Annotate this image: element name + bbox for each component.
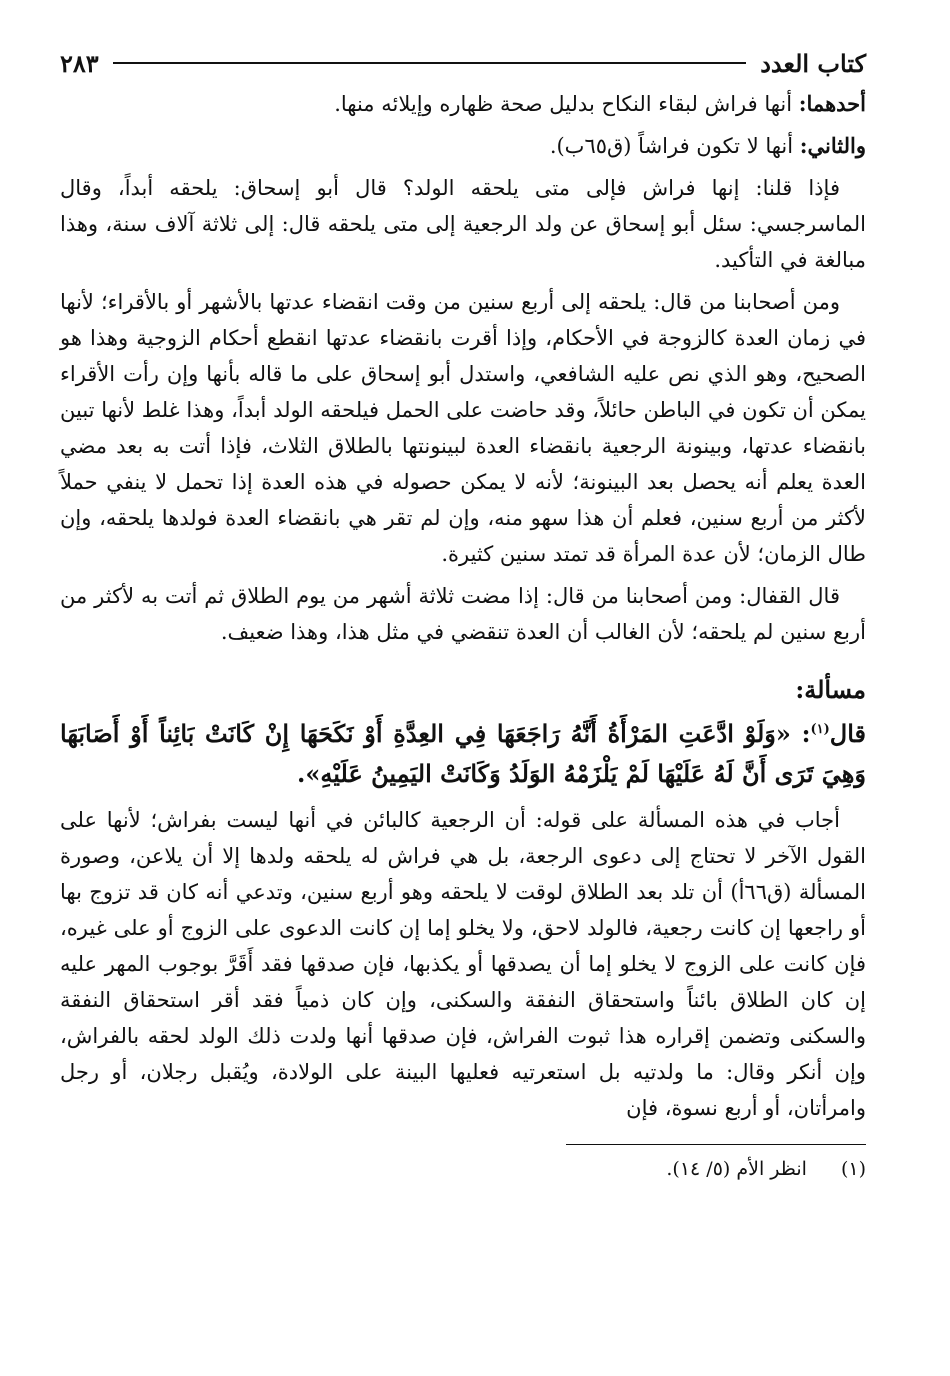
footnote-marker: (١) (840, 1158, 866, 1180)
quote-text: : «وَلَوْ ادَّعَتِ المَرْأَةُ أَنَّهُ رَاجَعَهَا فِي العِدَّةِ أَوْ نَكَحَهَا إِنْ كَانَتْ بَائِناً أَوْ أَصَابَهَا وَهِيَ تَرَى أَنَّ لَهُ عَلَيْهَا لَمْ يَلْزَمْهُ الوَلَدُ وَكَانَتْ اليَمِينُ عَلَيْهِ». (60, 719, 866, 788)
quote-prefix: قال (829, 719, 866, 748)
paragraph-text: أنها فراش لبقاء النكاح بدليل صحة ظهاره وإيلائه منها. (334, 92, 799, 116)
footnote-rule (566, 1144, 866, 1145)
document-page (60, 40, 866, 1340)
page-header (60, 40, 866, 86)
paragraph-lead: أحدهما: (798, 91, 866, 116)
footnote-text: انظر الأم (٥/ ١٤). (666, 1158, 807, 1180)
paragraph-text: أنها لا تكون فراشاً (ق٦٥ب). (549, 134, 800, 158)
paragraph-first-opinion (60, 86, 866, 122)
paragraph-lead: والثاني: (799, 133, 866, 158)
running-title: كتاب العدد (760, 48, 866, 78)
section-heading: مسألة: (795, 675, 866, 704)
main-text (60, 86, 866, 1126)
paragraph-abu-ishaq: فإذا قلنا: إنها فراش فإلى متى يلحقه الولد؟ قال أبو إسحاق: يلحقه أبداً، وقال الماسرجسي: سئل أبو إسحاق عن ولد الرجعية إلى متى يلحقه قال: إلى ثلاثة آلاف سنة، وهذا مبالغة في التأكيد. (60, 176, 866, 272)
footnote (60, 1155, 866, 1183)
page-number: ٢٨٣ (60, 48, 99, 78)
paragraph-second-opinion (60, 128, 866, 164)
paragraph-ashabuna: ومن أصحابنا من قال: يلحقه إلى أربع سنين من وقت انقضاء عدتها بالأشهر أو بالأقراء؛ لأنها في زمان العدة كالزوجة في الأحكام، وإذا أقرت بانقضاء عدتها انقطع أحكام الزوجية وهذا هو الصحيح، وهو الذي نص عليه الشافعي، واستدل أبو إسحاق على ما قاله بأنها وإن رأت الأقراء يمكن أن تكون في الباطن حائلاً، وقد حاضت على الحمل فيلحقه الولد أبداً، وهذا غلط لأنها تبين بانقضاء عدتها، وبينونة الرجعية بانقضاء العدة لبينونتها بالطلاق الثلاث، فإذا أتت به بعد مضي العدة يعلم أنه يحصل بعد البينونة؛ لأنه لا يمكن حصوله في هذه العدة إذا تحمل لا ينفي حملاً لأكثر من أربع سنين، فعلم أن هذا سهو منه، وإن لم تقر هي بانقضاء العدة فولدها يلحقه، وإن طال الزمان؛ لأن عدة المرأة قد تمتد سنين كثيرة. (60, 290, 866, 566)
paragraph-qaffal: قال القفال: ومن أصحابنا من قال: إذا مضت ثلاثة أشهر من يوم الطلاق ثم أتت به لأكثر من أربع سنين لم يلحقه؛ لأن الغالب أن العدة تنقضي في مثل هذا، وهذا ضعيف. (60, 584, 866, 644)
paragraph-answer: أجاب في هذه المسألة على قوله: أن الرجعية كالبائن في أنها ليست بفراش؛ لأنها على القول الآخر لا تحتاج إلى دعوى الرجعة، بل هي فراش له يلحقه ولدها إلا أن يلاعن، وصورة المسألة (ق٦٦أ) أن تلد بعد الطلاق لوقت لا يلحقه وهو أربع سنين، وتدعي أنه كان قد تزوج بها أو راجعها إن كانت رجعية، فالولد لاحق، ولا يخلو إما إن كانت الدعوى على الزوج أو على غيره، فإن كانت على الزوج لا يخلو إما أن يصدقها أو يكذبها، فإن صدقها فقد أَقَرَّ بوجوب المهر عليه إن كان الطلاق بائناً واستحقاق النفقة والسكنى، وإن كان ذمياً فقد أقر استحقاق النفقة والسكنى وتضمن إقراره هذا ثبوت الفراش، فإن صدقها أنها ولدت ذلك الولد لحقه بالفراش، وإن أنكر وقال: ما ولدتيه بل استعرتيه فعليها البينة على الولادة، ويُقبل رجلان، أو رجل وامرأتان، أو أربع نسوة، فإن (60, 808, 867, 1120)
header-rule (113, 62, 747, 64)
matn-quote (60, 714, 866, 794)
footnote-reference: (١) (810, 722, 830, 737)
